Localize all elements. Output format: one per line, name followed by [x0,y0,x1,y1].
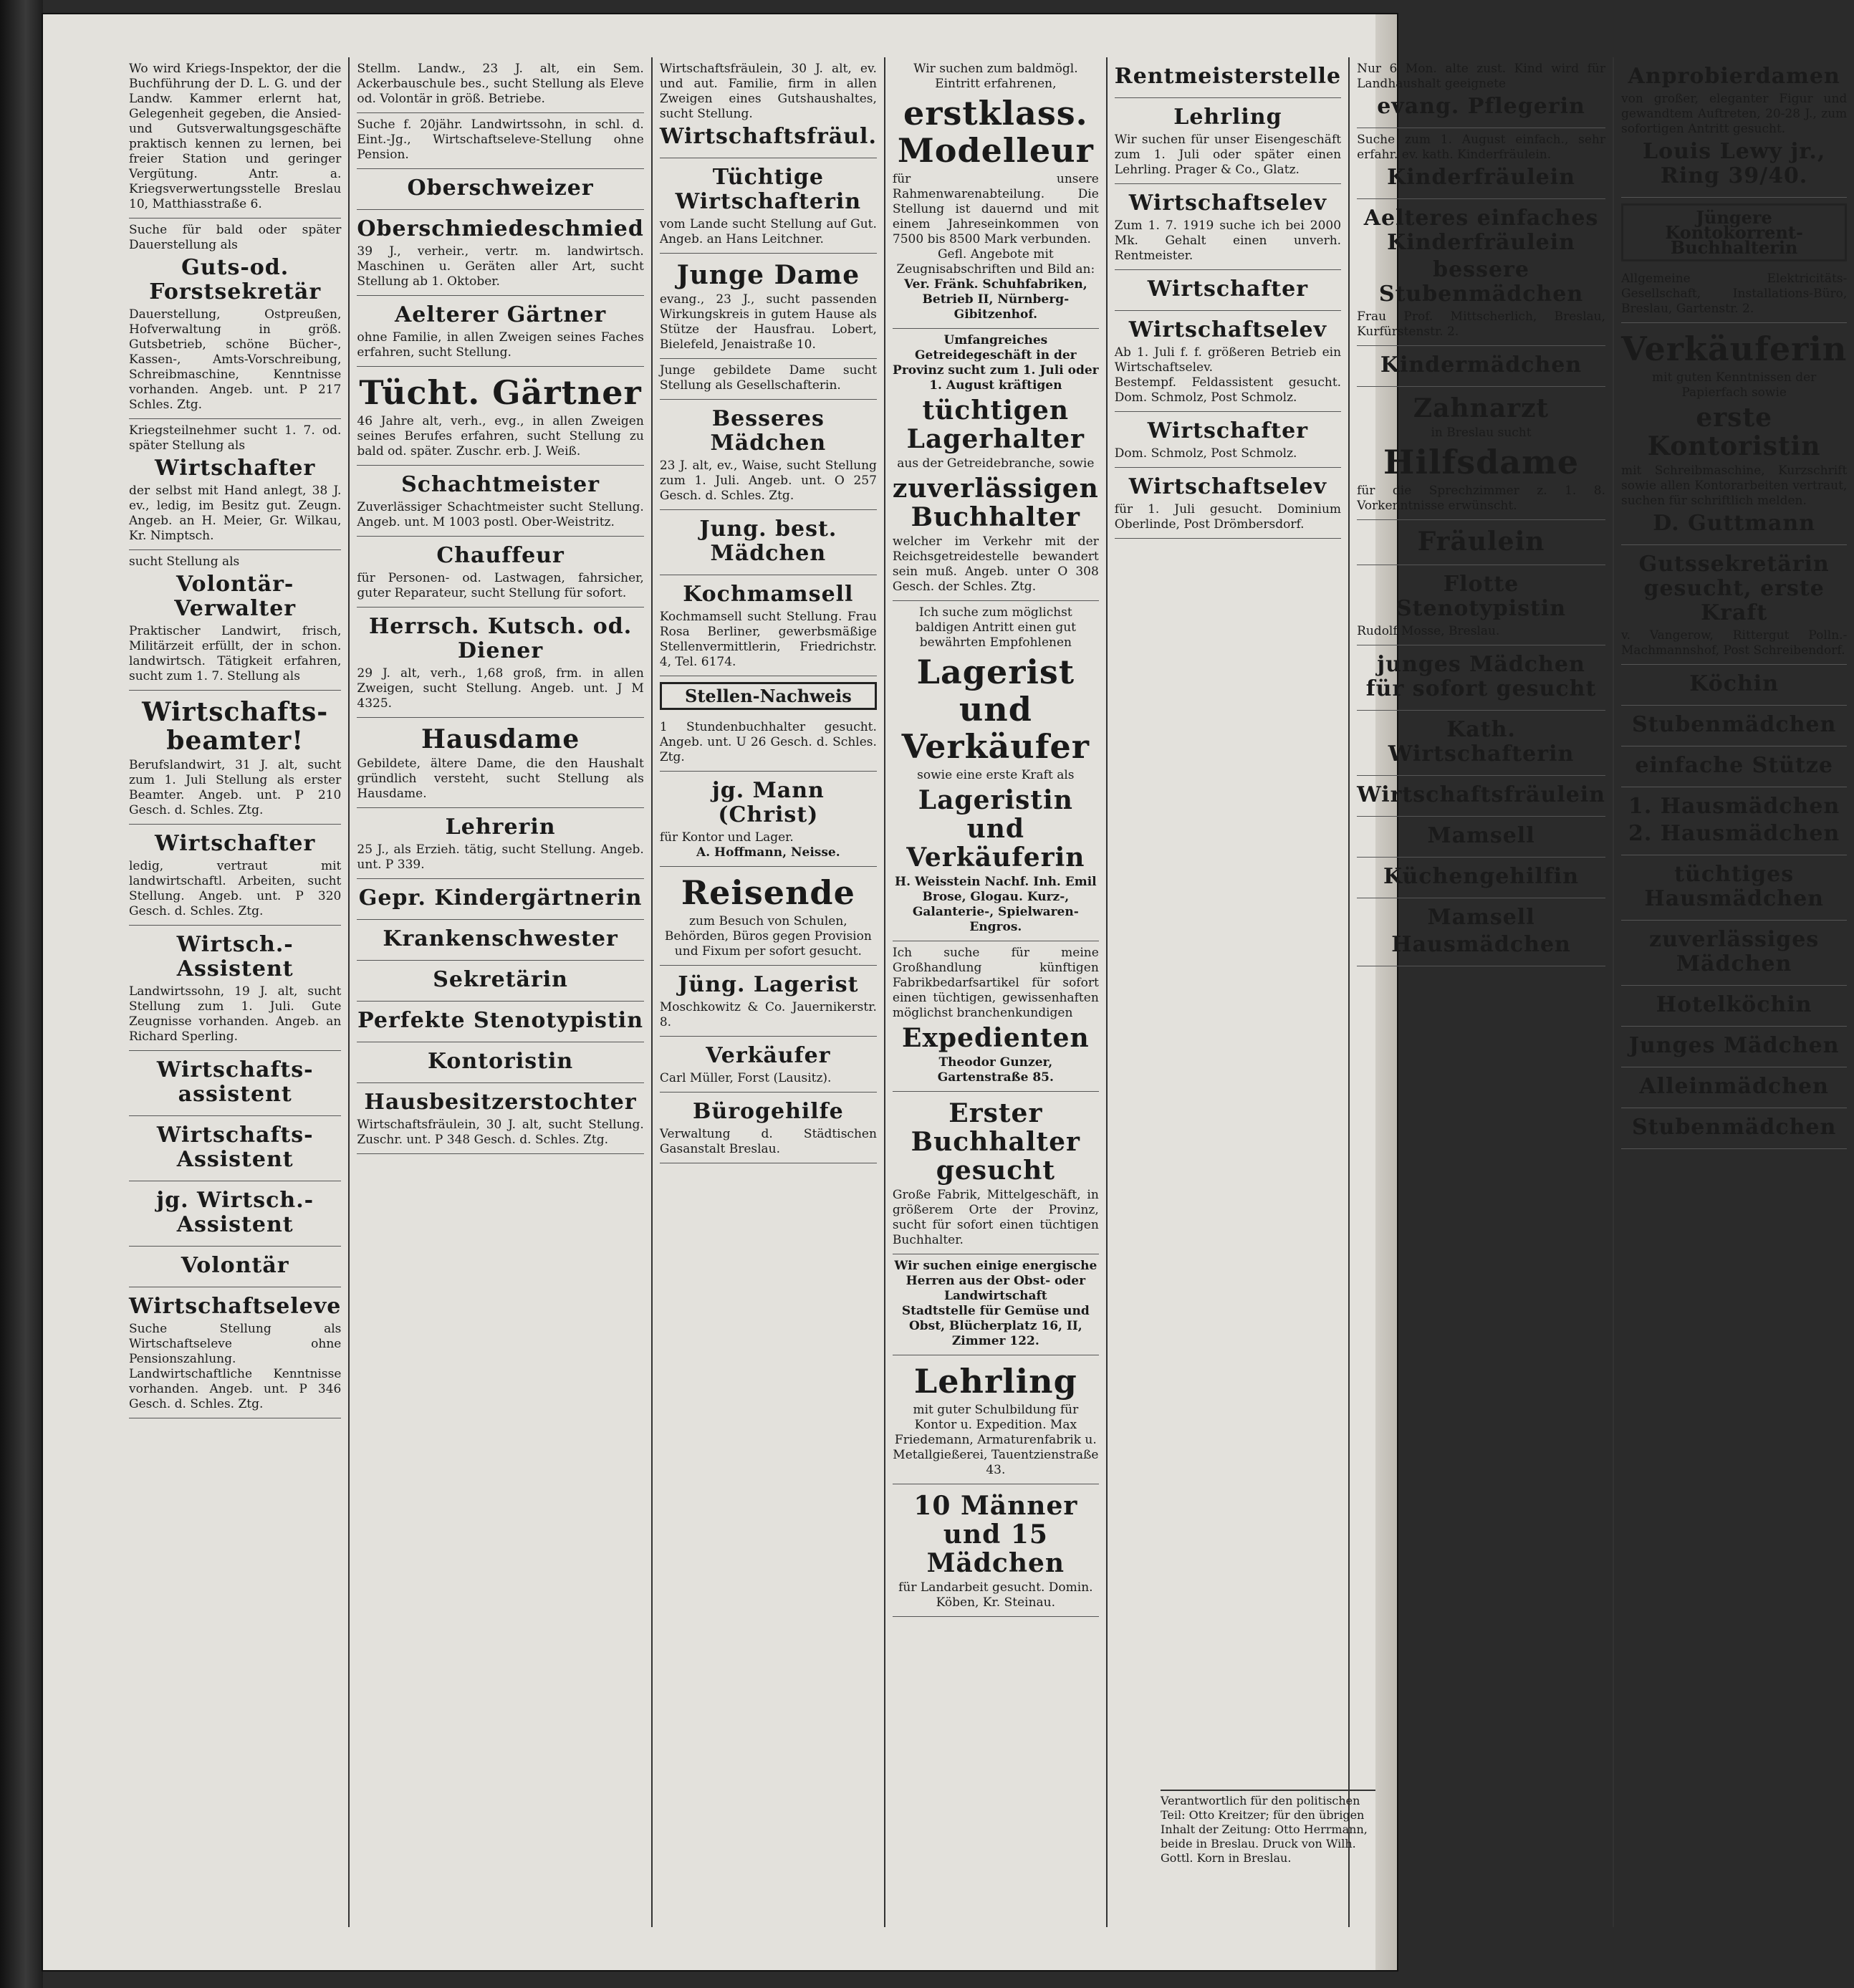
ad-headline: Rentmeisterstelle [1114,64,1342,89]
ad-headline: 1. Hausmädchen [1628,794,1840,819]
ad-headline: Flotte Stenotypistin [1396,572,1567,621]
ad-text: Rudolf Mosse, Breslau. [1357,624,1500,638]
classified-ad [660,1037,877,1093]
classified-ad [1357,128,1605,199]
classified-ad [1115,57,1341,98]
ad-headline: Junge Dame [676,260,860,290]
ad-text: Große Fabrik, Mittelgeschäft, in größerem Orte der Provinz, sucht für sofort einen tüchtigen Buchhalter. [892,1188,1099,1247]
ad-headline: Volontär [181,1253,289,1278]
ad-text: 23 J. alt, ev., Waise, sucht Stellung zum 1. Juli. Angeb. unt. O 257 Gesch. d. Schles. Ztg. [659,458,877,503]
ad-headline: Erster Buchhalter gesucht [911,1098,1081,1186]
ad-headline: Oberschweizer [407,176,594,201]
classified-ad [357,961,643,1002]
ad-headline: Anprobierdamen [1628,64,1840,89]
ad-text: für die Sprechzimmer z. 1. 8. Vorkenntnisse erwünscht. [1357,484,1605,513]
ad-signature: Theodor Gunzer, Gartenstraße 85. [937,1055,1054,1085]
ad-text: mit guten Kenntnissen der Papierfach sowie [1652,370,1817,400]
ad-headline: Wirtschafter [155,831,316,856]
ad-headline: Wirtschaftselev [1128,317,1327,342]
ad-text: Frau Prof. Mittscherlich, Breslau, Kurfürstenstr. 2. [1357,309,1605,339]
ad-text: der selbst mit Hand anlegt, 38 J. ev., ledig, im Besitz gut. Zeugn. Angeb. an H. Meier, Gr. Wilkau, Kr. Nimptsch. [129,484,342,543]
classified-ad [660,772,877,867]
classified-ad [1357,645,1605,711]
ad-headline: Kindermädchen [1380,352,1582,378]
ad-text: Suche für bald oder später Dauerstellung als [129,223,342,252]
ad-headline: Wirtschafter [1147,418,1309,443]
ad-headline: Küchengehilfin [1383,864,1580,889]
classified-ad [357,920,643,961]
classified-ad [1621,1067,1847,1108]
ad-headline: Aelterer Gärtner [394,302,607,327]
ad-headline: jg. Mann (Christ) [711,778,825,827]
classified-ad: Wo wird Kriegs-Inspektor, der die Buchführung der D. L. G. und der Landw. Kammer erlernt hat, Gelegenheit gegeben, die Ansied- und Gutsverwaltungsgeschäfte praktisch kennen zu lernen, bei freier Station und geringer Vergütung. Antr. a. Kriegsverwertungsstelle Breslau 10, Matthiasstraße 6. [129,57,341,219]
ad-headline: Wirtschaftsfräulein [1357,782,1605,807]
classified-ad [1357,898,1605,966]
classified-ad [1621,1108,1847,1149]
classified-ad [660,510,877,575]
classified-ad [893,941,1099,1092]
classified-ad [357,879,643,920]
classified-ad [1621,57,1847,198]
classified-ad [1357,776,1605,817]
ad-headline: tüchtiges Hausmädchen [1644,862,1824,911]
ad-text: vom Lande sucht Stellung auf Gut. Angeb. an Hans Leitchner. [659,217,877,246]
ad-headline: Hausbesitzerstochter [364,1090,637,1115]
classified-ad: Allgemeine Elektricitäts-Gesellschaft, Installations-Büro, Breslau, Gartenstr. 2. [1621,267,1847,323]
classified-ad [357,169,643,210]
ad-headline: Wirtschafter [155,456,316,481]
ad-headline: Wirtschaftseleve [129,1294,342,1319]
classified-ad [1621,545,1847,665]
ad-headline: jg. Wirtsch.-Assistent [156,1188,314,1237]
classified-ad [129,825,341,926]
ad-headline: Schachtmeister [401,472,600,497]
ad-text: Gefl. Angebote mit Zeugnisabschriften und Bild an: [896,247,1095,277]
classified-ad [1115,184,1341,270]
ad-headline: Mamsell [1427,905,1535,930]
ad-headline: Stubenmädchen [1631,712,1837,737]
ad-headline: D. Guttmann [1653,511,1816,536]
ad-headline: Hausdame [421,724,580,754]
ad-text: Kochmamsell sucht Stellung. Frau Rosa Berliner, gewerbsmäßige Stellenvermittlerin, Friedrichstr. 4, Tel. 6174. [659,610,877,669]
ad-text: 39 J., verheir., vertr. m. landwirtsch. Maschinen u. Geräten aller Art, sucht Stellung ab 1. Oktober. [357,244,644,289]
ad-text: mit Schreibmaschine, Kurzschrift sowie allen Kontorarbeiten vertraut, suchen für schriftlich melden. [1621,464,1848,508]
classified-ad [129,419,341,550]
classified-ad [357,1083,643,1154]
ad-text: Gebildete, ältere Dame, die den Haushalt gründlich versteht, sucht Stellung als Hausdame. [357,757,644,801]
ad-signature: A. Hoffmann, Neisse. [696,845,840,860]
ad-headline: Gutssekretärin gesucht, erste Kraft [1638,552,1830,625]
classified-ad [1357,346,1605,387]
ad-headline: Lehrerin [445,815,556,840]
ad-headline: Wirtsch.-Assistent [176,932,294,981]
classified-ad [129,1051,341,1116]
classified-ad [129,550,341,691]
ad-text: für unsere Rahmenwarenabteilung. Die Stellung ist dauernd und mit einem Jahreseinkommen von 7500 bis 8500 Mark verbunden. [892,172,1099,246]
ad-text: welcher im Verkehr mit der Reichsgetreidestelle bewandert sein muß. Angeb. unter O 308 Gesch. der Schles. Ztg. [892,534,1099,594]
classified-ad [1621,855,1847,921]
ad-text: Suche zum 1. August einfach., sehr erfahr. ev. kath. Kinderfräulein. [1357,133,1605,162]
ad-text: Umfangreiches Getreidegeschäft in der Provinz sucht zum 1. Juli oder 1. August kräftigen [893,333,1099,393]
classified-columns [122,57,1848,1927]
classified-ad [357,1042,643,1083]
ad-headline: Guts-od. Forstsekretär [149,255,322,304]
classified-ad [357,367,643,466]
boxed-ad-headline: Jüngere Kontokorrent-Buchhalterin [1621,203,1847,261]
ad-text: Zum 1. 7. 1919 suche ich bei 2000 Mk. Gehalt einen unverh. Rentmeister. [1114,219,1342,263]
ad-signature: Ver. Fränk. Schuhfabriken, Betrieb II, Nürnberg-Gibitzenhof. [904,277,1087,322]
column-1 [122,57,350,1927]
classified-ad [129,926,341,1051]
classified-ad [129,1287,341,1418]
ad-text: für Personen- od. Lastwagen, fahrsicher, guter Reparateur, sucht Stellung für sofort. [357,571,644,600]
ad-text: Zuverlässiger Schachtmeister sucht Stellung. Angeb. unt. M 1003 postl. Ober-Weistritz. [357,500,644,529]
classified-ad [129,691,341,825]
ad-headline: Tüchtige Wirtschafterin [675,165,862,214]
ad-text: v. Vangerow, Rittergut Polln.-Machmannshof, Post Schreibendorf. [1621,628,1848,658]
ad-text: Berufslandwirt, 31 J. alt, sucht zum 1. Juli Stellung als erster Beamter. Angeb. unt. P 210 Gesch. d. Schles. Ztg. [129,758,342,817]
ad-headline: Lageristin und Verkäuferin [906,785,1085,873]
ad-text: ohne Familie, in allen Zweigen seines Faches erfahren, sucht Stellung. [357,330,644,360]
ad-text: sucht Stellung als [129,554,240,569]
ad-headline: Zahnarzt [1413,393,1550,423]
ad-headline: erstklass. Modelleur [897,94,1094,170]
ad-text: Verwaltung d. Städtischen Gasanstalt Breslau. [659,1127,877,1156]
classified-ad [357,296,643,367]
ad-text: Ich suche zum möglichst baldigen Antritt einen gut bewährten Empfohlenen [915,605,1076,650]
ad-headline: Wirtschaftsfräul. [659,124,877,149]
classified-ad [1357,57,1605,128]
ad-headline: bessere Stubenmädchen [1378,257,1584,307]
ad-headline: Aelteres einfaches Kinderfräulein [1363,206,1599,255]
column-2 [350,57,652,1927]
ad-headline: Verkäufer [706,1043,831,1068]
ad-headline: Verkäuferin [1621,330,1848,368]
classified-ad: 1 Stundenbuchhalter gesucht. Angeb. unt. U 26 Gesch. d. Schles. Ztg. [660,716,877,772]
classified-ad [1357,387,1605,520]
classified-ad [357,1002,643,1042]
ad-headline: Kontoristin [427,1049,574,1074]
ad-headline: Expedienten [902,1023,1090,1053]
ad-headline: Wirtschaftselev [1128,191,1327,216]
classified-ad [357,210,643,296]
ad-headline: Wirtschaftselev [1128,474,1327,499]
ad-headline: Hausmädchen [1391,932,1571,957]
ad-headline: Wirtschafter [1147,277,1309,302]
ad-headline: zuverlässigen Buchhalter [892,474,1099,532]
classified-ad [660,400,877,510]
ad-headline: Reisende [681,873,855,912]
classified-ad [660,867,877,966]
classified-ad [660,57,877,158]
ad-text: aus der Getreidebranche, sowie [897,456,1095,471]
ad-headline: Chauffeur [436,543,565,568]
classified-ad [660,966,877,1037]
ad-headline: Wirtschafts-Assistent [156,1123,314,1172]
ad-headline: erste Kontoristin [1647,403,1821,461]
classified-ad [893,1484,1099,1617]
ad-headline: Jung. best. Mädchen [699,517,837,566]
ad-text: mit guter Schulbildung für Kontor u. Expedition. Max Friedemann, Armaturenfabrik u. Metallgießerei, Tauentzienstraße 43. [893,1403,1099,1477]
classified-ad [1357,520,1605,565]
ad-text: Bestempf. Feldassistent gesucht. Dom. Schmolz, Post Schmolz. [1114,375,1342,405]
column-3 [653,57,885,1927]
ad-text: für Landarbeit gesucht. Domin. Köben, Kr. Steinau. [898,1580,1093,1610]
classified-ad [660,254,877,359]
ad-text: Nur 6 Mon. alte zust. Kind wird für Landhaushalt geeignete [1357,62,1605,91]
classified-ad [660,575,877,676]
ad-text: Dom. Schmolz, Post Schmolz. [1114,446,1297,461]
ad-headline: Lehrling [1173,105,1282,130]
ad-text: Wirtschaftsfräulein, 30 J. alt, sucht Stellung. Zuschr. unt. P 348 Gesch. d. Schles. Ztg. [357,1118,644,1147]
ad-text: Wir suchen für unser Eisengeschäft zum 1. Juli oder später einen Lehrling. Prager & Co., Glatz. [1114,133,1342,177]
ad-headline: Kochmamsell [683,582,854,607]
ad-text: Kriegsteilnehmer sucht 1. 7. od. später Stellung als [129,423,342,453]
ad-text: Landwirtssohn, 19 J. alt, sucht Stellung zum 1. Juli. Gute Zeugnisse vorhanden. Angeb. an Richard Sperling. [129,984,342,1044]
ad-text: für 1. Juli gesucht. Dominium Oberlinde, Post Drömbersdorf. [1114,502,1342,532]
ad-text: Dauerstellung, Ostpreußen, Hofverwaltung in größ. Gutsbetrieb, schöne Bücher-, Kassen-, Amts-Vorschreibung, Schreibmaschine, Kenntnisse vorhanden. Angeb. unt. P 217 Schles. Ztg. [129,307,342,412]
classified-ad [893,1092,1099,1254]
classified-ad [1115,468,1341,539]
ad-text: Ich suche für meine Großhandlung künftigen Fabrikbedarfsartikel für sofort einen tüchtigen, gewissenhaften möglichst branchenkundigen [892,946,1099,1020]
ad-headline: einfache Stütze [1635,753,1833,778]
classified-ad: Stellm. Landw., 23 J. alt, ein Sem. Ackerbauschule bes., sucht Stellung als Eleve od. Volontär in größ. Betriebe. [357,57,643,113]
section-header-box: Stellen-Nachweis [660,682,877,710]
ad-headline: Tücht. Gärtner [359,373,642,412]
classified-ad [129,1181,341,1247]
classified-ad [1621,921,1847,986]
ad-headline: Jüng. Lagerist [678,972,859,997]
classified-ad [1621,706,1847,746]
classified-ad [1115,412,1341,468]
classified-ad [1621,665,1847,706]
classified-ad: Junge gebildete Dame sucht Stellung als Gesellschafterin. [660,359,877,400]
classified-ad [1115,270,1341,311]
ad-text: ledig, vertraut mit landwirtschaftl. Arbeiten, sucht Stellung. Angeb. unt. P 320 Gesch. d. Schles. Ztg. [129,859,342,918]
classified-ad [660,158,877,254]
ad-headline: Herrsch. Kutsch. od. Diener [368,614,633,663]
classified-ad [1357,199,1605,346]
ad-headline: Oberschmiedeschmied [357,216,644,241]
ad-headline: Volontär-Verwalter [174,572,297,621]
classified-ad [1357,711,1605,776]
classified-ad [357,537,643,608]
ad-headline: Bürogehilfe [693,1099,844,1124]
classified-ad [1621,323,1847,545]
ad-text: Praktischer Landwirt, frisch, Militärzeit erfüllt, der in schon. landwirtsch. Tätigkeit erfahren, sucht zum 1. 7. Stellung als [129,624,342,683]
ad-text: sowie eine erste Kraft als [917,768,1075,782]
classified-ad [893,329,1099,601]
classified-ad [893,601,1099,941]
classified-ad [1357,565,1605,645]
column-6 [1350,57,1614,1927]
classified-ad [357,608,643,718]
ad-signature: Stadtstelle für Gemüse und Obst, Blücherplatz 16, II, Zimmer 122. [901,1304,1090,1348]
ad-text: Wir suchen einige energische Herren aus der Obst- oder Landwirtschaft [894,1259,1097,1303]
ad-text: evang., 23 J., sucht passenden Wirkungskreis in gutem Hause als Stütze der Hausfrau. Lobert, Bielefeld, Jenaistraße 10. [659,292,877,352]
ad-text: in Breslau sucht [1431,426,1532,440]
ad-signature: H. Weisstein Nachf. Inh. Emil Brose, Glogau. Kurz-, Galanterie-, Spielwaren-Engros. [895,875,1097,934]
classified-ad [1621,986,1847,1027]
ad-headline: zuverlässiges Mädchen [1649,927,1820,976]
ad-headline: Wirtschafts-assistent [156,1057,314,1107]
classified-ad [129,219,341,419]
classified-ad [1621,1027,1847,1067]
column-4 [885,57,1108,1927]
ad-text: 29 J. alt, verh., 1,68 groß, frm. in allen Zweigen, sucht Stellung. Angeb. unt. J M 4325. [357,666,644,711]
ad-headline: junges Mädchen für sofort gesucht [1365,652,1597,701]
ad-headline: evang. Pflegerin [1377,94,1585,119]
newspaper-page [43,14,1848,1970]
ad-headline: 2. Hausmädchen [1628,821,1840,846]
column-5 [1108,57,1350,1927]
ad-text: Carl Müller, Forst (Lausitz). [659,1071,832,1085]
ad-headline: Köchin [1689,671,1779,696]
classified-ad [660,1093,877,1163]
ad-headline: Kath. Wirtschafterin [1388,717,1575,767]
classified-ad [893,1254,1099,1355]
ad-headline: Louis Lewy jr., Ring 39/40. [1642,139,1826,188]
ad-text: Wir suchen zum baldmögl. Eintritt erfahrenen, [913,62,1078,91]
ad-text: für Kontor und Lager. [659,830,794,845]
ad-headline: 10 Männer und 15 Mädchen [913,1491,1078,1578]
ad-headline: Gepr. Kindergärtnerin [358,885,643,911]
ad-headline: Sekretärin [433,967,568,992]
ad-headline: Stubenmädchen [1631,1115,1837,1140]
ad-text: 46 Jahre alt, verh., evg., in allen Zweigen seines Berufes erfahren, sucht Stellung zu bald od. später. Zuschr. erb. J. Weiß. [357,414,644,458]
classified-ad [129,1116,341,1181]
classified-ad [893,1355,1099,1484]
imprint-footer: Verantwortlich für den politischen Teil: Otto Kreitzer; für den übrigen Inhalt der Zeitung: Otto Herrmann, beide in Breslau. Druck von Wilh. Gottl. Korn in Breslau. [1161,1790,1375,1865]
book-spine [0,0,43,1988]
classified-ad [1115,311,1341,412]
classified-ad [129,1247,341,1287]
ad-text: Ab 1. Juli f. f. größeren Betrieb ein Wirtschaftselev. [1114,345,1342,375]
ad-headline: Wirtschafts-beamter! [142,697,329,756]
ad-headline: Junges Mädchen [1628,1033,1840,1058]
ad-headline: Fräulein [1417,527,1545,557]
ad-headline: Hilfsdame [1383,443,1580,481]
classified-ad [1357,858,1605,898]
ad-headline: Mamsell [1427,823,1535,848]
classified-ad: Suche f. 20jähr. Landwirtssohn, in schl. d. Eint.-Jg., Wirtschaftseleve-Stellung ohne Pension. [357,113,643,169]
ad-headline: Perfekte Stenotypistin [357,1008,644,1033]
ad-text: 25 J., als Erzieh. tätig, sucht Stellung. Angeb. unt. P 339. [357,842,644,872]
classified-ad [1621,746,1847,787]
classified-ad [1115,98,1341,184]
ad-headline: Besseres Mädchen [710,406,827,456]
ad-text: zum Besuch von Schulen, Behörden, Büros gegen Provision und Fixum per sofort gesucht. [664,914,872,959]
ad-text: von großer, eleganter Figur und gewandtem Auftreten, 20-28 J., zum sofortigen Antritt gesucht. [1621,92,1848,136]
classified-ad [357,808,643,879]
ad-text: Wirtschaftsfräulein, 30 J. alt, ev. und aut. Familie, firm in allen Zweigen eines Gutshaushaltes, sucht Stellung. [659,62,877,121]
ad-headline: Lehrling [913,1362,1077,1401]
ad-headline: Alleinmädchen [1639,1074,1829,1099]
classified-ad [893,57,1099,329]
classified-ad [1357,817,1605,858]
column-7 [1614,57,1854,1927]
ad-text: Moschkowitz & Co. Jauernikerstr. 8. [659,1000,877,1029]
ad-text: Suche Stellung als Wirtschaftseleve ohne Pensionszahlung. Landwirtschaftliche Kenntnisse vorhanden. Angeb. unt. P 346 Gesch. d. Schles. Ztg. [129,1322,342,1411]
classified-ad [357,466,643,537]
ad-headline: tüchtigen Lagerhalter [906,395,1085,454]
ad-headline: Kinderfräulein [1387,165,1575,190]
classified-ad [357,718,643,808]
ad-headline: Hotelköchin [1656,992,1812,1017]
classified-ad [1621,787,1847,855]
ad-headline: Krankenschwester [383,926,618,951]
ad-headline: Lagerist und Verkäufer [901,653,1090,766]
